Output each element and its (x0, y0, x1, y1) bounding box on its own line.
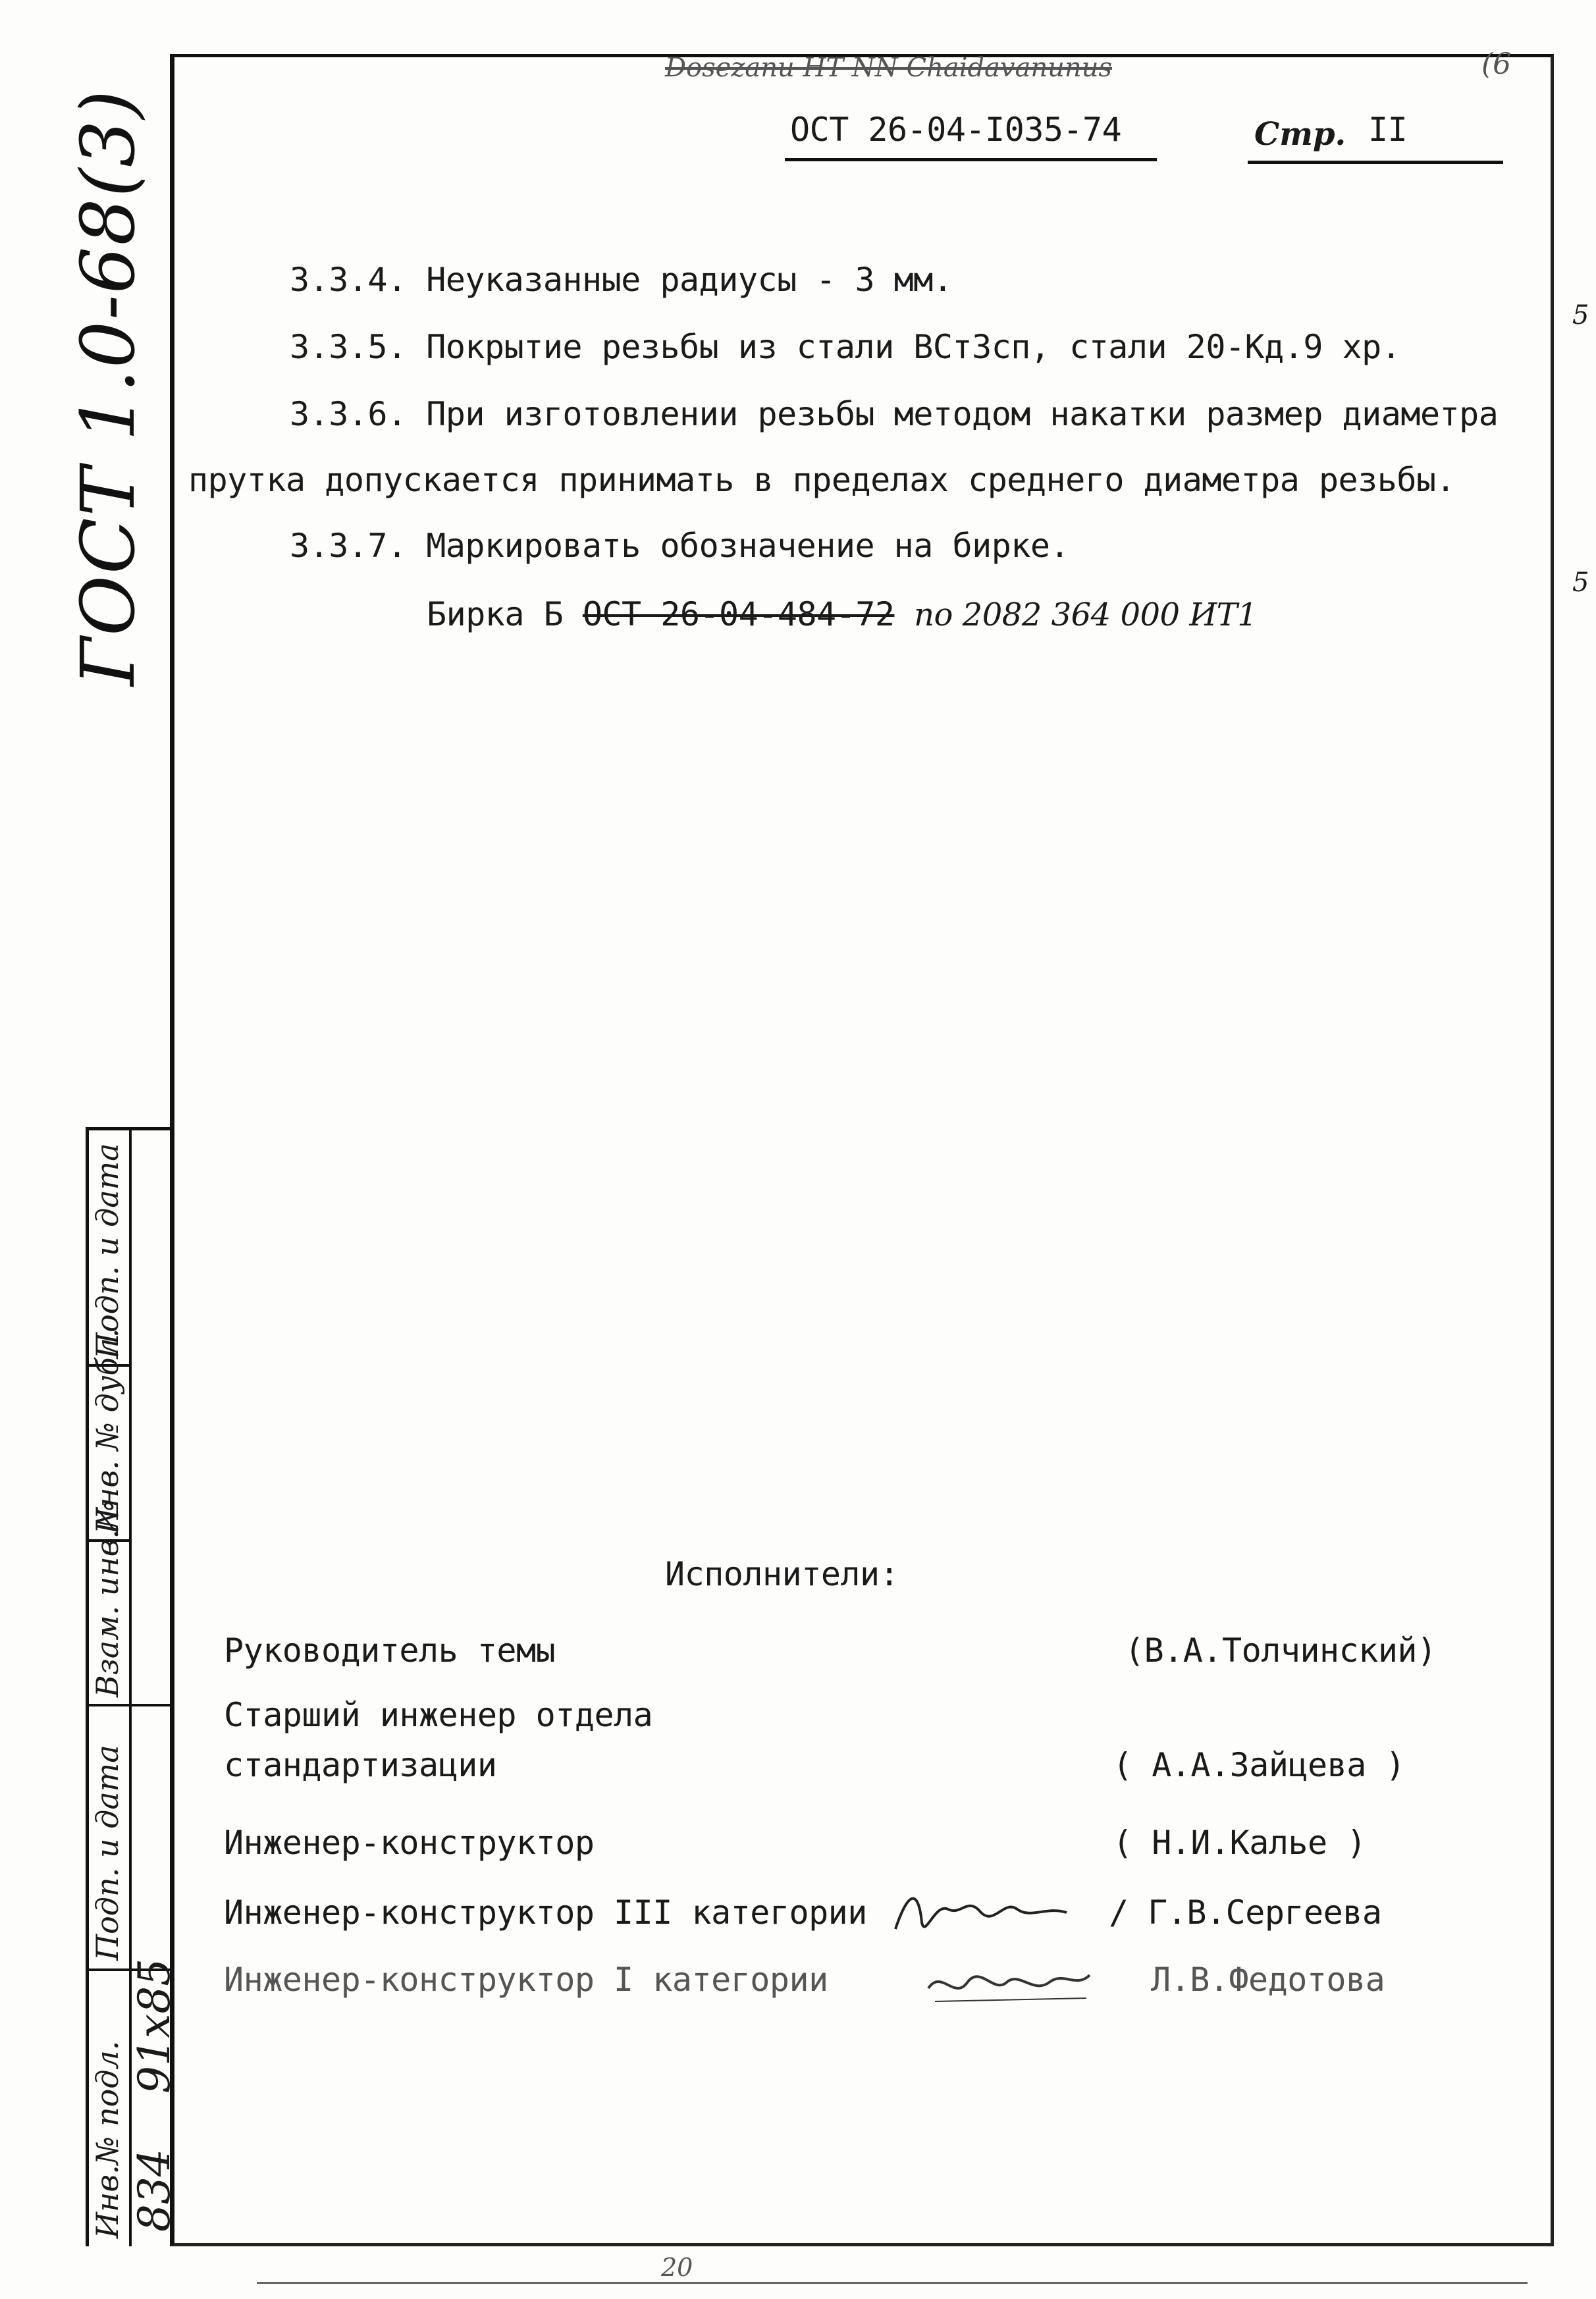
paragraph-3-3-6-line1: 3.3.6. При изготовлении резьбы методом накатки размер диаметра (290, 395, 1499, 433)
executor-role-2a: Старший инженер отдела (224, 1696, 653, 1734)
paragraph-3-3-7: 3.3.7. Маркировать обозначение на бирке. (290, 527, 1070, 565)
executor-name-1: (В.А.Толчинский) (1125, 1631, 1437, 1670)
handwritten-note: Dosezanu HT NN Chaidavanunus (665, 53, 1112, 83)
page-label: Стр. (1254, 116, 1346, 153)
paragraph-3-3-5: 3.3.5. Покрытие резьбы из стали ВСт3сп, стали 20-Кд.9 хр. (290, 328, 1401, 366)
paragraph-3-3-4: 3.3.4. Неуказанные радиусы - 3 мм. (290, 261, 953, 299)
margin-mark-2: 5 (1572, 568, 1589, 598)
bottom-scan-line (257, 2282, 1528, 2284)
stamp-div-3 (86, 1704, 173, 1706)
stamp-label-inv-orig: Инв.№ подл. (90, 2040, 125, 2238)
margin-mark-1: 5 (1572, 300, 1589, 330)
stamp-label-replace-inv: Взам. инв.№ (90, 1500, 125, 1697)
executor-name-3: ( Н.И.Калье ) (1113, 1824, 1366, 1862)
stamp-label-inv-dupl: Инв. № дубл. (90, 1328, 125, 1534)
page-number-underline (1248, 161, 1503, 164)
stamp-inv-number: 834 (129, 2149, 180, 2232)
bottom-page-mark: 20 (661, 2253, 693, 2282)
paragraph-3-3-6-line2: прутка допускается принимать в пределах среднего диаметра резьбы. (188, 461, 1456, 499)
page-number: II (1368, 111, 1408, 149)
gost-side-stamp: ГОСТ 1.0-68(3) (66, 88, 151, 686)
executor-role-4: Инженер-конструктор III категории (224, 1893, 867, 1932)
stamp-left-border (86, 1127, 89, 2246)
executor-role-5: Инженер-конструктор I категории (224, 1961, 828, 1999)
executor-name-5: Л.В.Федотова (1151, 1961, 1385, 1999)
doc-number-underline (785, 158, 1157, 161)
stamp-label-sign-date-1: Подп. и дата (90, 1745, 125, 1961)
executors-heading: Исполнители: (665, 1555, 899, 1593)
tag-line (427, 595, 1257, 633)
executor-role-2b: стандартизации (224, 1746, 497, 1784)
stamp-date-handwritten: 91x85 (129, 1958, 180, 2094)
executor-name-4: / Г.В.Сергеева (1109, 1893, 1382, 1932)
stamp-top-border (86, 1127, 173, 1130)
tag-struck-reference: ОСТ 26-04-484-72 (582, 595, 895, 633)
signature-fedotova (922, 1949, 1100, 2015)
signature-sergeeva (889, 1876, 1086, 1949)
tag-handwritten-reference: по 2082 364 000 ИТ1 (914, 596, 1258, 633)
stamp-label-sign-date-2: Подп. и дата (90, 1143, 125, 1359)
executor-name-2: ( А.А.Зайцева ) (1113, 1746, 1406, 1784)
document-number: ОСТ 26-04-I035-74 (790, 111, 1122, 149)
executor-role-3: Инженер-конструктор (224, 1824, 595, 1862)
executor-role-1: Руководитель темы (224, 1631, 556, 1670)
handwritten-note-mark: (6 (1481, 47, 1512, 81)
tag-prefix: Бирка Б (427, 595, 564, 633)
